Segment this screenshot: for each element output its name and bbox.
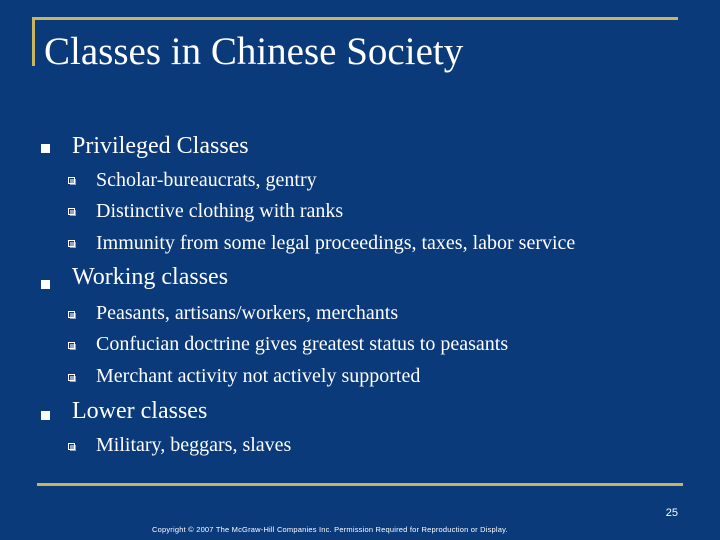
copyright-notice: Copyright © 2007 The McGraw-Hill Companies Inc. Permission Required for Reproduction or Display. xyxy=(152,525,508,534)
bullet-shadow xyxy=(70,376,76,382)
list-item: Peasants, artisans/workers, merchants xyxy=(96,302,399,324)
footer-divider xyxy=(37,483,683,486)
section-heading-working: Working classes xyxy=(72,264,229,290)
bullet-shadow xyxy=(70,210,76,216)
bullet-shadow xyxy=(70,242,76,248)
bullet-shadow xyxy=(70,179,76,185)
section-heading-privileged: Privileged Classes xyxy=(72,133,249,159)
list-item: Immunity from some legal proceedings, taxes, labor service xyxy=(96,232,576,254)
square-bullet-icon xyxy=(41,144,50,153)
list-item: Military, beggars, slaves xyxy=(96,434,292,456)
square-bullet-icon xyxy=(41,411,50,420)
section-heading-lower: Lower classes xyxy=(72,398,208,424)
slide-title: Classes in Chinese Society xyxy=(44,30,464,73)
square-bullet-icon xyxy=(41,280,50,289)
title-bracket-horizontal xyxy=(32,17,678,20)
list-item: Scholar-bureaucrats, gentry xyxy=(96,169,317,191)
title-bracket-vertical xyxy=(32,17,35,66)
list-item: Distinctive clothing with ranks xyxy=(96,200,344,222)
bullet-shadow xyxy=(70,445,76,451)
bullet-shadow xyxy=(70,313,76,319)
list-item: Confucian doctrine gives greatest status to peasants xyxy=(96,333,509,355)
bullet-shadow xyxy=(70,344,76,350)
page-number: 25 xyxy=(665,507,678,519)
list-item: Merchant activity not actively supported xyxy=(96,365,421,387)
